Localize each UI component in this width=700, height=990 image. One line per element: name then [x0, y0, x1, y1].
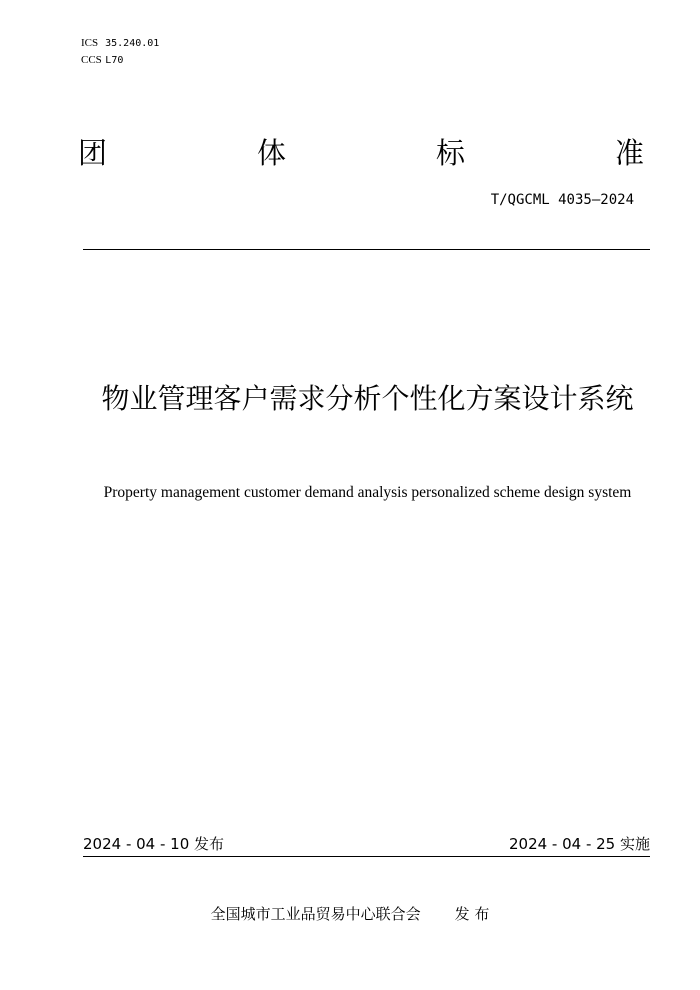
ics-code — [81, 36, 159, 51]
publish-date: 2024 - 04 - 10 发布 — [83, 835, 225, 853]
standard-kind-char: 团 — [78, 136, 108, 170]
publisher-line — [0, 904, 700, 924]
standard-kind-heading — [78, 133, 644, 173]
ccs-code — [81, 53, 123, 68]
standard-kind-char: 体 — [256, 136, 286, 170]
publisher-name: 全国城市工业品贸易中心联合会 — [210, 905, 421, 923]
standard-kind-char: 标 — [435, 136, 465, 170]
document-title-en: Property management customer demand analysis personalized scheme design system — [103, 484, 632, 501]
document-title-zh: 物业管理客户需求分析个性化方案设计系统 — [101, 382, 634, 415]
standard-kind-char: 准 — [614, 136, 644, 170]
standard-code: T/QGCML 4035—2024 — [490, 192, 634, 208]
bottom-divider — [83, 856, 650, 857]
ccs-value: L70 — [105, 55, 124, 66]
effective-date: 2024 - 04 - 25 实施 — [508, 835, 650, 853]
top-divider — [83, 249, 650, 250]
publisher-action: 发 布 — [454, 905, 490, 923]
ics-label: ICS — [81, 37, 99, 49]
ics-value: 35.240.01 — [105, 38, 160, 49]
ccs-label: CCS — [81, 54, 102, 66]
